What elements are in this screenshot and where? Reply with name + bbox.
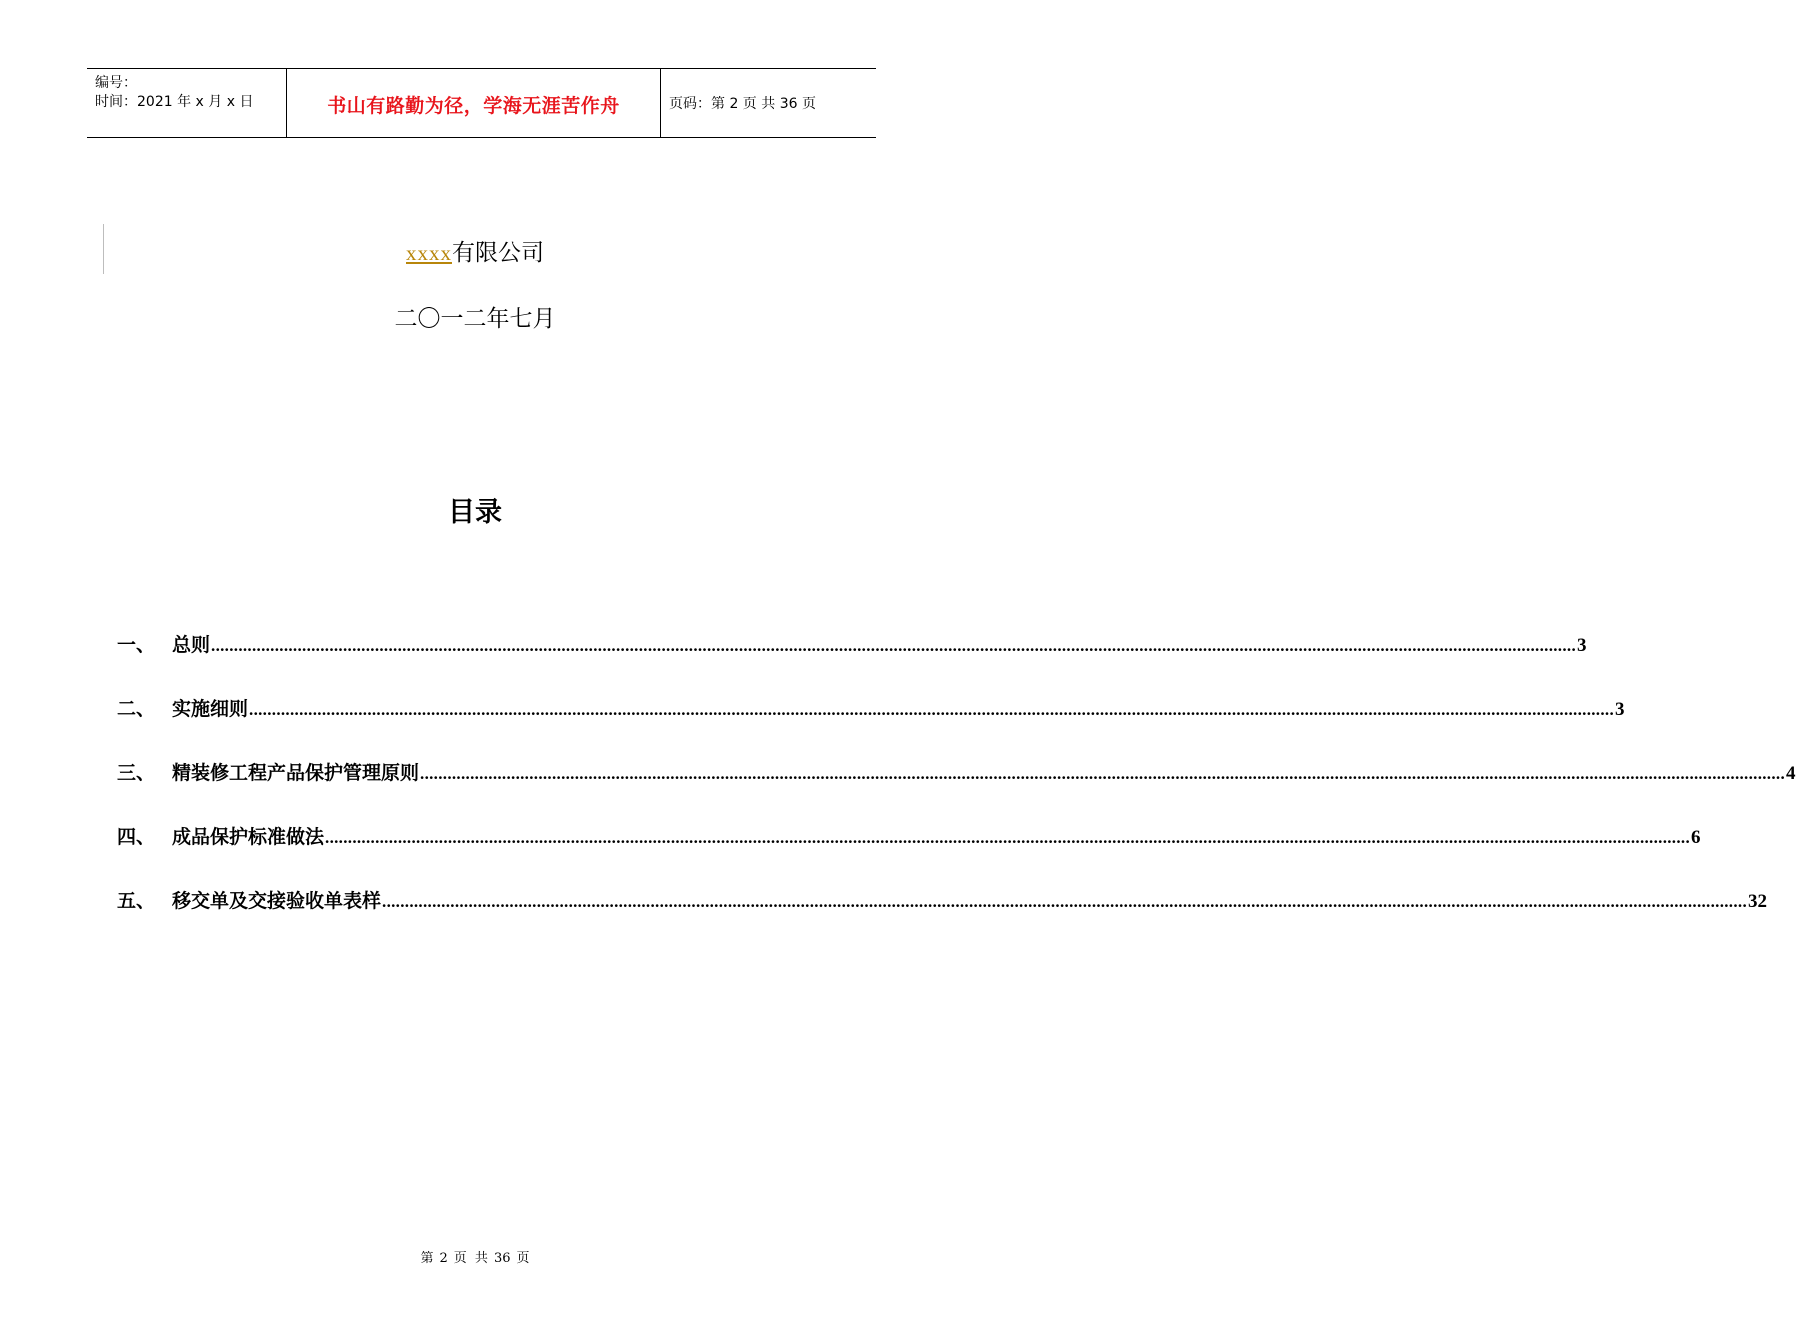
toc-entry-number: 二、 (117, 698, 156, 720)
time-label: 时间：2021 年 x 月 x 日 (95, 94, 254, 110)
toc-entry-page: 6 (1691, 827, 1701, 848)
toc-leader-dots: ............................................................................................................................................................................................................................................................................................................ (249, 700, 1615, 719)
header-page-cell (661, 69, 876, 137)
toc-leader-dots: ............................................................................................................................................................................................................................................................................................................ (325, 828, 1691, 847)
toc-entry-number: 三、 (117, 762, 156, 784)
toc-entry-number: 四、 (117, 826, 156, 848)
header-meta-cell (87, 69, 287, 137)
footer-current-page: 2 (439, 1251, 448, 1266)
serial-label: 编号： (95, 75, 137, 91)
footer-middle: 页 共 (453, 1251, 488, 1266)
company-name (0, 234, 950, 267)
toc-entry[interactable] (117, 630, 1587, 660)
toc-entry[interactable] (117, 822, 1701, 852)
toc-entry-number: 五、 (117, 890, 156, 912)
toc-leader-dots: ............................................................................................................................................................................................................................................................................................................ (382, 892, 1748, 911)
toc-entry-number: 一、 (117, 634, 156, 656)
footer-total-pages: 36 (493, 1251, 511, 1266)
motto-text: 书山有路勤为径，学海无涯苦作舟 (327, 95, 620, 117)
document-date: 二〇一二年七月 (394, 306, 556, 332)
toc-entry[interactable] (117, 694, 1625, 724)
toc-leader-dots: ............................................................................................................................................................................................................................................................................................................ (211, 636, 1577, 655)
toc-entry-page: 3 (1577, 635, 1587, 656)
toc-entry-title: 移交单及交接验收单表样 (172, 890, 382, 912)
toc-entry-title: 总则 (172, 634, 211, 656)
page-footer (0, 1247, 950, 1266)
footer-suffix: 页 (516, 1251, 530, 1266)
toc-entry-title: 精装修工程产品保护管理原则 (172, 762, 420, 784)
toc-entry-page: 4 (1786, 763, 1796, 784)
header-page-info: 页码：第 2 页 共 36 页 (669, 96, 816, 112)
toc-entry-page: 3 (1615, 699, 1625, 720)
page-header (87, 68, 876, 138)
toc-entry-page: 32 (1748, 891, 1768, 912)
toc-entry[interactable] (117, 886, 1768, 916)
toc-entry-title: 实施细则 (172, 698, 249, 720)
company-suffix: 有限公司 (452, 240, 544, 266)
company-placeholder: xxxx (406, 241, 452, 265)
toc-entry[interactable] (117, 758, 1796, 788)
toc-title: 目录 (448, 497, 502, 528)
header-motto-cell (287, 69, 661, 137)
toc-leader-dots: ............................................................................................................................................................................................................................................................................................................ (420, 764, 1786, 783)
toc-entry-title: 成品保护标准做法 (172, 826, 325, 848)
footer-prefix: 第 (420, 1251, 434, 1266)
